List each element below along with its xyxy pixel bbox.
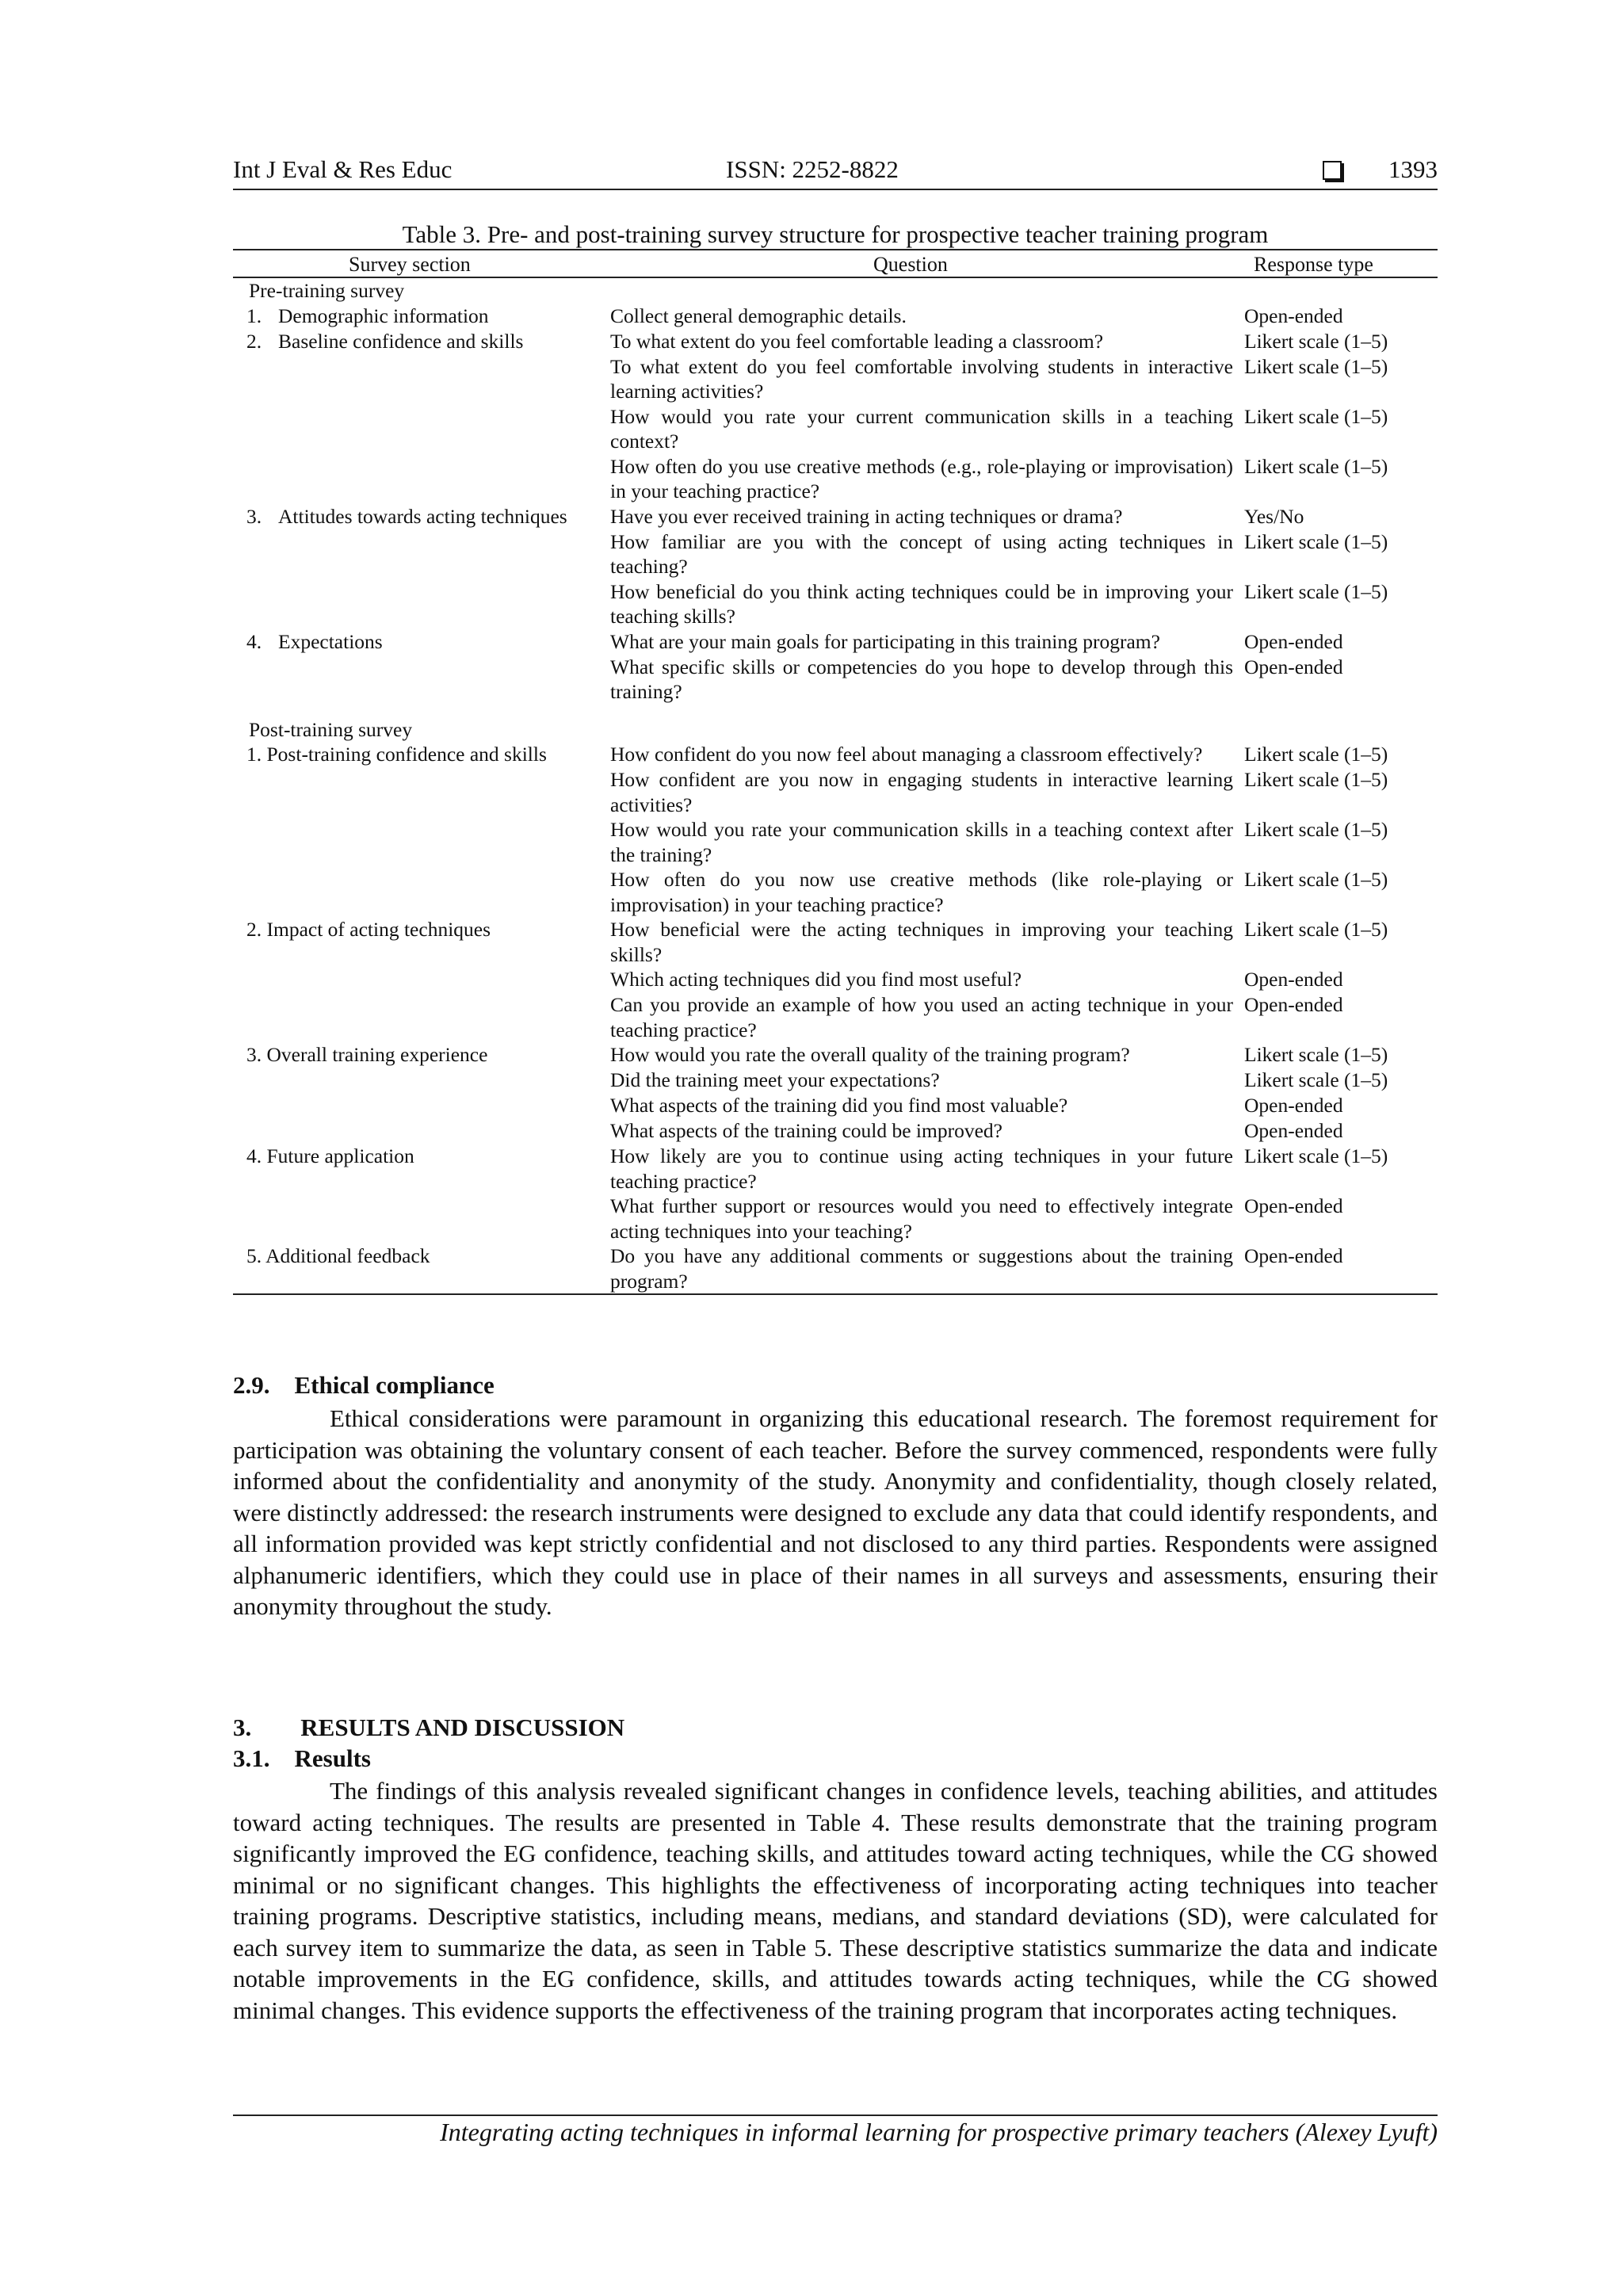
question-cell: How would you rate your communication skills in a teaching context after the training?: [610, 818, 1233, 866]
survey-section-cell: [233, 329, 607, 354]
table-row: [233, 742, 1438, 767]
survey-section-cell: 5. Additional feedback: [246, 1244, 430, 1268]
question-cell: How confident are you now in engaging students in interactive learning activities?: [610, 768, 1233, 816]
results-paragraph: The findings of this analysis revealed significant changes in confidence levels, teaching abilities, and attitudes toward acting techniques. The results are presented in Table 4. These results demonstrate that the training program significantly improved the EG confidence, teaching skills, and attitudes toward acting techniques, while the CG showed minimal or no significant changes. This highlights the effectiveness of incorporating acting techniques into teacher training programs. Descriptive statistics, including means, medians, and standard deviations (SD), were calculated for each survey item to summarize the data, as seen in Table 5. These descriptive statistics summarize the data and indicate notable improvements in the EG confidence, skills, and attitudes towards acting techniques, while the CG showed minimal changes. This evidence supports the effectiveness of the training program that incorporates acting techniques.: [233, 1777, 1438, 2024]
question-cell: What further support or resources would you need to effectively integrate acting techniques into your teaching?: [610, 1194, 1233, 1243]
survey-section-cell: [233, 404, 607, 454]
response-type-cell: Open-ended: [1244, 629, 1343, 653]
table-row: [233, 992, 1438, 1042]
pre-rows: [233, 304, 1438, 705]
question-cell: Can you provide an example of how you used an acting technique in your teaching practice?: [610, 993, 1233, 1041]
survey-section-cell: [233, 454, 607, 504]
survey-section-cell: [233, 817, 607, 867]
response-type-cell: Likert scale (1–5): [1244, 743, 1388, 766]
table-header: [233, 250, 1438, 277]
survey-section-cell: [233, 1118, 607, 1144]
table-row: [233, 1042, 1438, 1068]
question-cell: How confident do you now feel about managing a classroom effectively?: [610, 743, 1203, 766]
response-type-cell: Open-ended: [1244, 1244, 1343, 1268]
table-row: [233, 504, 1438, 529]
question-cell: How beneficial were the acting techniques in improving your teaching skills?: [610, 918, 1233, 966]
post-rows: [233, 742, 1438, 1293]
response-type-cell: Open-ended: [1244, 993, 1343, 1017]
section-name: Demographic information: [278, 304, 489, 327]
response-type-cell: Likert scale (1–5): [1244, 329, 1388, 353]
survey-section-cell: [233, 1194, 607, 1244]
table-row: [233, 817, 1438, 867]
question-cell: How would you rate the overall quality of the training program?: [610, 1043, 1130, 1067]
response-type-cell: Likert scale (1–5): [1244, 454, 1388, 478]
question-cell: To what extent do you feel comfortable leading a classroom?: [610, 329, 1104, 353]
response-type-cell: Likert scale (1–5): [1244, 768, 1388, 792]
question-cell: How beneficial do you think acting techniques could be in improving your teaching skills?: [610, 579, 1233, 628]
table-row: [233, 1244, 1438, 1293]
footer-rule: [233, 2115, 1438, 2116]
response-type-cell: Likert scale (1–5): [1244, 868, 1388, 892]
results-section-heading: 3. RESULTS AND DISCUSSION: [233, 1713, 625, 1741]
section-number: 2.: [246, 329, 262, 353]
response-type-cell: Likert scale (1–5): [1244, 1144, 1388, 1168]
table-row: [233, 1144, 1438, 1194]
survey-section-cell: [233, 867, 607, 917]
question-cell: Which acting techniques did you find most useful?: [610, 968, 1022, 991]
table-row: [233, 304, 1438, 329]
table-row: [233, 767, 1438, 817]
survey-section-cell: [233, 529, 607, 579]
journal-name: Int J Eval & Res Educ: [233, 155, 453, 183]
question-cell: How would you rate your current communication skills in a teaching context?: [610, 404, 1233, 453]
table-caption: Table 3. Pre- and post-training survey structure for prospective teacher training program: [402, 220, 1269, 248]
response-type-cell: Likert scale (1–5): [1244, 918, 1388, 942]
response-type-cell: Likert scale (1–5): [1244, 579, 1388, 603]
table-row: [233, 404, 1438, 454]
survey-section-cell: 2. Impact of acting techniques: [246, 918, 491, 942]
survey-section-cell: [233, 967, 607, 992]
question-cell: To what extent do you feel comfortable involving students in interactive learning activities?: [610, 354, 1233, 403]
survey-section-cell: 3. Overall training experience: [246, 1043, 488, 1067]
section-number: 3.: [246, 504, 262, 528]
survey-section-cell: [233, 992, 607, 1042]
col-header-section: Survey section: [349, 253, 471, 276]
table-row: [233, 454, 1438, 504]
table-row: [233, 354, 1438, 404]
table-row: [233, 917, 1438, 967]
response-type-cell: Likert scale (1–5): [1244, 404, 1388, 428]
question-cell: How often do you now use creative methods (like role-playing or improvisation) in your teaching practice?: [610, 868, 1233, 916]
survey-table: [233, 249, 1438, 1295]
survey-section-cell: [233, 1068, 607, 1093]
section-number: 1.: [246, 304, 262, 327]
running-header: [233, 155, 1438, 190]
survey-section-cell: 4. Future application: [246, 1144, 414, 1168]
response-type-cell: Likert scale (1–5): [1244, 818, 1388, 842]
col-header-response: Response type: [1254, 253, 1373, 276]
question-cell: What aspects of the training did you find most valuable?: [610, 1094, 1068, 1117]
response-type-cell: Open-ended: [1244, 1119, 1343, 1143]
section-name: Baseline confidence and skills: [278, 329, 524, 353]
question-cell: What are your main goals for participating in this training program?: [610, 629, 1160, 653]
table-row: [233, 967, 1438, 992]
question-cell: Do you have any additional comments or suggestions about the training program?: [610, 1244, 1233, 1293]
question-cell: How familiar are you with the concept of using acting techniques in teaching?: [610, 529, 1233, 579]
response-type-cell: Likert scale (1–5): [1244, 354, 1388, 378]
running-footer: Integrating acting techniques in informal learning for prospective primary teachers (Alexey Lyuft): [440, 2118, 1438, 2146]
survey-section-cell: [233, 655, 607, 705]
response-type-cell: Yes/No: [1244, 504, 1304, 528]
table-row: [233, 655, 1438, 705]
ethics-paragraph: Ethical considerations were paramount in organizing this educational research. The foremost requirement for participation was obtaining the voluntary consent of each teacher. Before the survey commenced, respondents were fully informed about the confidentiality and anonymity of the study. Anonymity and confidentiality, though closely related, were distinctly addressed: the research instruments were designed to exclude any data that could identify respondents, and all information provided was kept strictly confidential and not disclosed to any third parties. Respondents were assigned alphanumeric identifiers, which they could use in place of their names in all surveys and assessments, ensuring their anonymity throughout the study.: [233, 1404, 1438, 1620]
section-label-post: Post-training survey: [249, 717, 413, 741]
survey-section-cell: [233, 629, 607, 655]
response-type-cell: Open-ended: [1244, 655, 1343, 678]
table-row: [233, 329, 1438, 354]
issn: ISSN: 2252-8822: [726, 155, 899, 183]
section-label-pre: Pre-training survey: [249, 279, 405, 302]
survey-section-cell: [233, 504, 607, 529]
section-number: 4.: [246, 629, 262, 653]
response-type-cell: Open-ended: [1244, 304, 1343, 327]
question-cell: How likely are you to continue using acting techniques in your future teaching practice?: [610, 1144, 1233, 1193]
table-row: [233, 867, 1438, 917]
ethics-heading: 2.9. Ethical compliance: [233, 1371, 495, 1399]
survey-section-cell: 1. Post-training confidence and skills: [246, 743, 547, 766]
square-icon: [1323, 161, 1342, 180]
response-type-cell: Likert scale (1–5): [1244, 529, 1388, 553]
survey-section-cell: [233, 1093, 607, 1118]
survey-section-cell: [233, 304, 607, 329]
table-row: [233, 579, 1438, 629]
table-row: [233, 1093, 1438, 1118]
question-cell: Did the training meet your expectations?: [610, 1068, 940, 1092]
response-type-cell: Likert scale (1–5): [1244, 1043, 1388, 1067]
survey-section-cell: [233, 767, 607, 817]
question-cell: Have you ever received training in acting techniques or drama?: [610, 504, 1123, 528]
table-row: [233, 1068, 1438, 1093]
page-number: 1393: [1388, 155, 1438, 183]
results-subheading: 3.1. Results: [233, 1744, 371, 1772]
question-cell: What specific skills or competencies do you hope to develop through this training?: [610, 655, 1233, 704]
survey-section-cell: [233, 354, 607, 404]
response-type-cell: Open-ended: [1244, 1194, 1343, 1218]
table-body: [233, 278, 1438, 1293]
table-row: [233, 1118, 1438, 1144]
response-type-cell: Open-ended: [1244, 968, 1343, 991]
section-name: Expectations: [278, 629, 383, 653]
survey-section-cell: [233, 579, 607, 629]
table-row: [233, 1194, 1438, 1244]
question-cell: Collect general demographic details.: [610, 304, 907, 327]
table-bottom-rule: [233, 1293, 1438, 1295]
table-row: [233, 629, 1438, 655]
question-cell: What aspects of the training could be improved?: [610, 1119, 1002, 1143]
table-row: [233, 529, 1438, 579]
response-type-cell: Open-ended: [1244, 1094, 1343, 1117]
section-name: Attitudes towards acting techniques: [278, 504, 567, 528]
question-cell: How often do you use creative methods (e.g., role-playing or improvisation) in your teaching practice?: [610, 454, 1233, 503]
response-type-cell: Likert scale (1–5): [1244, 1068, 1388, 1092]
col-header-question: Question: [873, 253, 948, 276]
